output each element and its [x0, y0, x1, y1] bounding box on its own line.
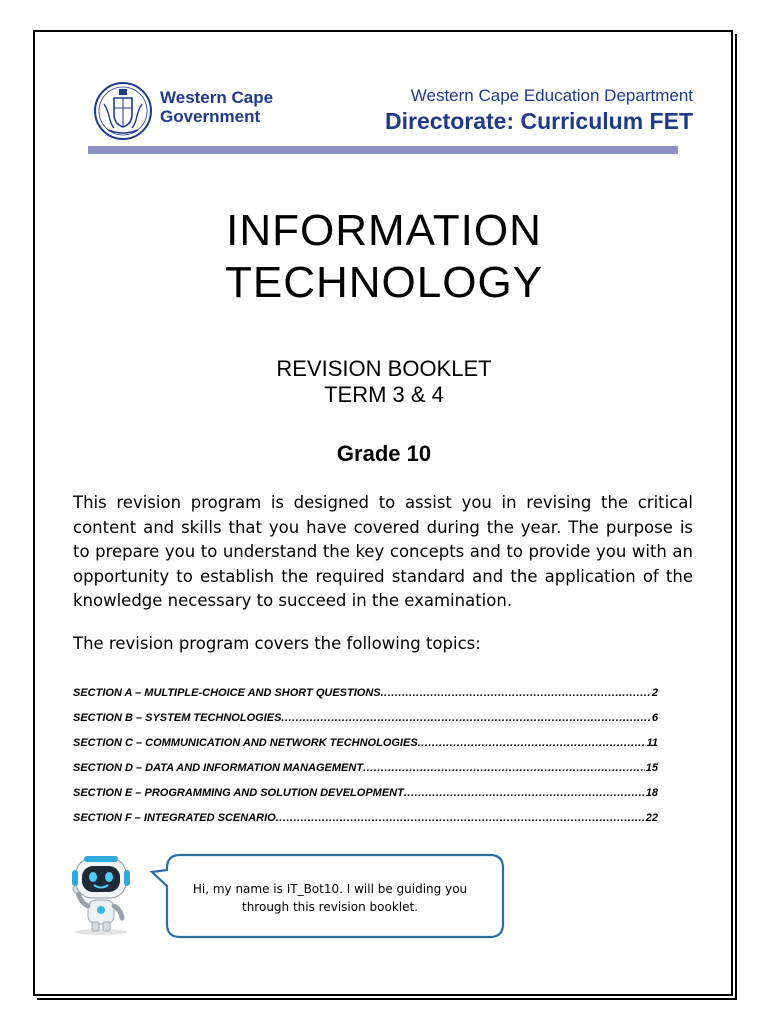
intro-paragraph: This revision program is designed to assist you in revising the critical content and skills that you have covered during the year. The purpose is to prepare you to understand the key concepts and to provide you with an opportunity to establish the required standard and the application of the knowledge necessary to succeed in the examination. — [73, 493, 693, 610]
toc-page: 6 — [651, 712, 658, 724]
toc-leader — [404, 787, 645, 799]
toc-page: 11 — [646, 737, 658, 749]
subtitle-line1: REVISION BOOKLET — [276, 356, 492, 381]
toc-leader — [418, 737, 646, 749]
title-line2: TECHNOLOGY — [224, 258, 544, 307]
subtitle-line2: TERM 3 & 4 — [324, 382, 444, 407]
toc-leader — [363, 762, 645, 774]
header-rule — [88, 146, 678, 154]
document-subtitle — [0, 356, 768, 408]
robot-icon — [62, 852, 140, 936]
toc-page: 15 — [645, 762, 658, 774]
toc-label: SECTION C – COMMUNICATION AND NETWORK TECHNOLOGIES — [73, 737, 418, 749]
bot-message: Hi, my name is IT_Bot10. I will be guiding you through this revision booklet. — [192, 882, 468, 914]
toc-page: 18 — [645, 787, 658, 799]
coat-of-arms-icon — [92, 80, 154, 142]
toc-row[interactable] — [73, 787, 658, 812]
government-name-line1: Western Cape — [160, 88, 274, 107]
directorate-name: Directorate: Curriculum FET — [385, 108, 693, 134]
toc-leader — [381, 687, 651, 699]
toc-page: 22 — [645, 812, 658, 824]
grade-label: Grade 10 — [336, 441, 432, 466]
toc-row[interactable] — [73, 687, 658, 712]
toc-row[interactable] — [73, 812, 658, 837]
government-name-line2: Government — [160, 107, 261, 126]
toc-label: SECTION F – INTEGRATED SCENARIO — [73, 812, 276, 824]
government-name — [160, 88, 273, 126]
department-name: Western Cape Education Department — [410, 86, 693, 105]
toc-page: 2 — [651, 687, 658, 699]
toc-label: SECTION D – DATA AND INFORMATION MANAGEMENT — [73, 762, 364, 774]
toc-label: SECTION E – PROGRAMMING AND SOLUTION DEVELOPMENT — [73, 787, 404, 799]
toc-label: SECTION A – MULTIPLE-CHOICE AND SHORT QUESTIONS — [73, 687, 381, 699]
toc-leader — [276, 812, 645, 824]
toc-row[interactable] — [73, 712, 658, 737]
topics-heading: The revision program covers the following topics: — [73, 634, 481, 653]
toc-row[interactable] — [73, 737, 658, 762]
toc-leader — [281, 712, 650, 724]
title-line1: INFORMATION — [226, 206, 542, 255]
toc-row[interactable] — [73, 762, 658, 787]
table-of-contents — [73, 687, 658, 837]
document-title — [0, 205, 768, 309]
toc-label: SECTION B – SYSTEM TECHNOLOGIES — [73, 712, 282, 724]
